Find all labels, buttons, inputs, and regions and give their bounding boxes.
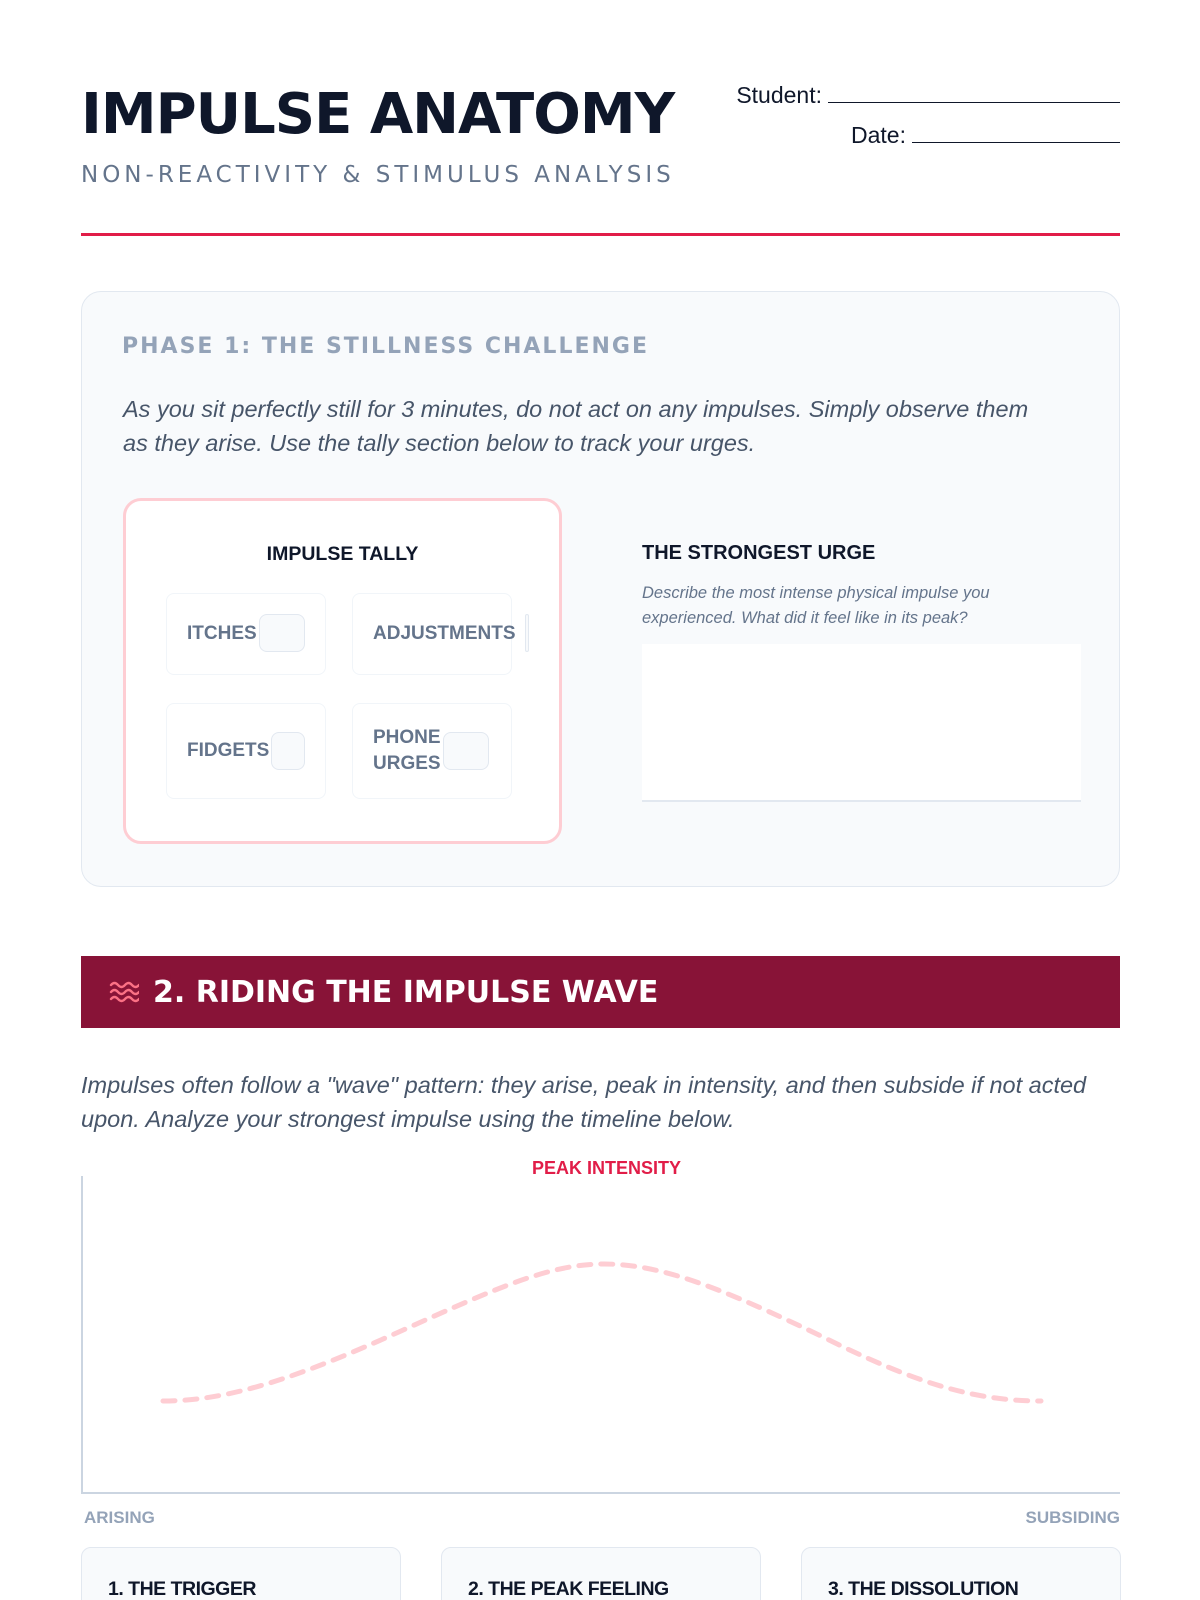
tally-count-box[interactable] <box>525 614 529 652</box>
tally-count-box[interactable] <box>443 732 489 770</box>
section2-description: Impulses often follow a "wave" pattern: they arise, peak in intensity, and then subside if not acted upon. Analyze your strongest impulse using the timeline below. <box>81 1072 1087 1132</box>
tally-label: ADJUSTMENTS <box>373 623 516 644</box>
date-label: Date: <box>851 122 906 148</box>
chart-y-axis <box>81 1176 83 1494</box>
step-title: 2. THE PEAK FEELING <box>468 1578 669 1600</box>
tally-label: ITCHES <box>187 623 257 644</box>
step-card-trigger <box>81 1547 401 1600</box>
tally-label: PHONE URGES <box>373 727 441 774</box>
page-subtitle: NON-REACTIVITY & STIMULUS ANALYSIS <box>81 162 675 188</box>
subsiding-label: SUBSIDING <box>1025 1508 1120 1527</box>
step-title: 3. THE DISSOLUTION <box>828 1578 1019 1600</box>
tally-title: IMPULSE TALLY <box>266 543 419 565</box>
strongest-urge-input[interactable] <box>642 644 1081 802</box>
section2-header <box>81 956 1120 1028</box>
tally-count-box[interactable] <box>259 614 305 652</box>
phase1-description: As you sit perfectly still for 3 minutes, do not act on any impulses. Simply observe them as they arise. Use the tally section below to track your urges. <box>123 396 1029 456</box>
tally-item-itches <box>166 593 326 675</box>
step-card-peak-feeling <box>441 1547 761 1600</box>
impulse-tally <box>123 498 562 844</box>
impulse-wave-chart <box>81 1176 1120 1496</box>
step-card-dissolution <box>801 1547 1121 1600</box>
page-title: IMPULSE ANATOMY <box>81 82 675 147</box>
phase1-card <box>81 291 1120 887</box>
date-field[interactable] <box>912 125 1120 143</box>
impulse-wave-curve <box>163 1264 1041 1401</box>
strongest-urge-title: THE STRONGEST URGE <box>642 542 876 564</box>
student-info <box>736 82 1120 162</box>
section2-title: 2. RIDING THE IMPULSE WAVE <box>153 974 659 1010</box>
step-title: 1. THE TRIGGER <box>108 1578 256 1600</box>
waves-icon <box>109 979 139 1005</box>
phase1-title: PHASE 1: THE STILLNESS CHALLENGE <box>122 334 649 359</box>
worksheet-header <box>81 78 1120 238</box>
peak-intensity-label: PEAK INTENSITY <box>532 1158 682 1178</box>
tally-count-box[interactable] <box>271 732 305 770</box>
student-label: Student: <box>736 82 822 108</box>
header-divider <box>81 233 1120 236</box>
student-name-field[interactable] <box>828 85 1120 103</box>
strongest-urge-help: Describe the most intense physical impulse you experienced. What did it feel like in its peak? <box>642 584 990 627</box>
arising-label: ARISING <box>84 1508 155 1527</box>
chart-x-axis <box>81 1492 1120 1494</box>
tally-item-fidgets <box>166 703 326 799</box>
tally-item-phone-urges <box>352 703 512 799</box>
tally-label: FIDGETS <box>187 740 270 761</box>
tally-item-adjustments <box>352 593 516 675</box>
